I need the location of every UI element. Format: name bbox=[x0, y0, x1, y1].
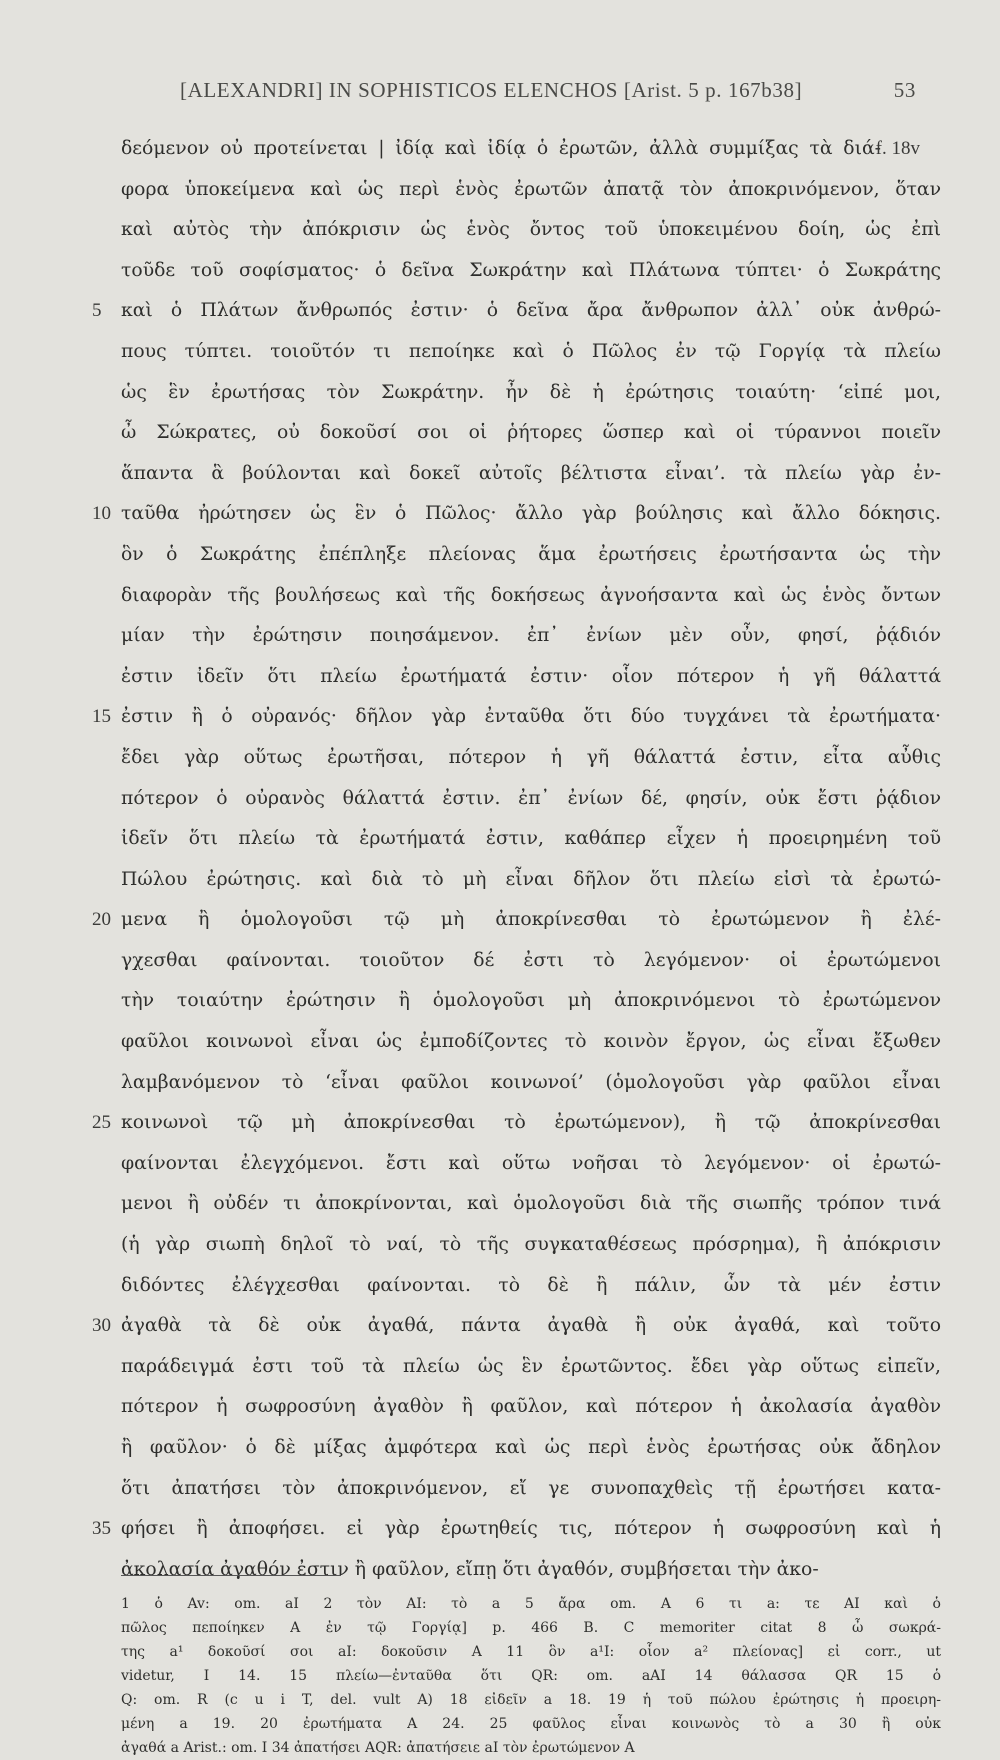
text-line bbox=[0, 1103, 1000, 1144]
text-line bbox=[0, 413, 1000, 454]
text-line bbox=[0, 291, 1000, 332]
line-text: μενα ἢ ὁμολογοῦσι τῷ μὴ ἀποκρίνεσθαι τὸ ἐρωτώμενον ἢ ἐλέ- bbox=[121, 909, 941, 931]
critical-apparatus bbox=[0, 1592, 1000, 1760]
text-line bbox=[0, 1469, 1000, 1510]
footnote-rule bbox=[121, 1575, 341, 1576]
footnote-line bbox=[0, 1664, 1000, 1688]
line-text: διδόντες ἐλέγχεσθαι φαίνονται. τὸ δὲ ἢ πάλιν, ὧν τὰ μέν ἐστιν bbox=[121, 1274, 941, 1296]
text-line bbox=[0, 1550, 1000, 1591]
page-header bbox=[180, 78, 916, 108]
line-number: 25 bbox=[92, 1112, 111, 1134]
text-line bbox=[0, 819, 1000, 860]
line-text: φαῦλοι κοινωνοὶ εἶναι ὡς ἐμποδίζοντες τὸ κοινὸν ἔργον, ὡς εἶναι ἔξωθεν bbox=[121, 1031, 941, 1053]
text-line bbox=[0, 779, 1000, 820]
line-text: καὶ ὁ Πλάτων ἄνθρωπός ἐστιν· ὁ δεῖνα ἄρα ἄνθρωπον ἀλλ᾽ οὐκ ἀνθρώ- bbox=[121, 300, 941, 322]
line-text: τοῦδε τοῦ σοφίσματος· ὁ δεῖνα Σωκράτην καὶ Πλάτωνα τύπτει· ὁ Σωκράτης bbox=[121, 259, 941, 281]
line-text: ἀκολασία ἀγαθόν ἐστιν ἢ φαῦλον, εἴπῃ ὅτι ἀγαθόν, συμβήσεται τὴν ἀκο- bbox=[121, 1558, 819, 1580]
text-line bbox=[0, 1022, 1000, 1063]
footnote-line bbox=[0, 1688, 1000, 1712]
footnote-line bbox=[0, 1712, 1000, 1736]
line-number: 15 bbox=[92, 706, 111, 728]
line-text: (ἡ γὰρ σιωπὴ δηλοῖ τὸ ναί, τὸ τῆς συγκαταθέσεως πρόσρημα), ἢ ἀπόκρισιν bbox=[121, 1234, 941, 1256]
line-number: 5 bbox=[92, 300, 102, 322]
text-line bbox=[0, 210, 1000, 251]
footnote-text: ἀγαθά a Arist.: om. I 34 ἀπατήσει AQR: ἀπατήσειε aI τὸν ἐρωτώμενον A bbox=[121, 1740, 635, 1756]
line-number: 35 bbox=[92, 1518, 111, 1540]
text-line bbox=[0, 1347, 1000, 1388]
text-line bbox=[0, 860, 1000, 901]
text-line bbox=[0, 657, 1000, 698]
line-text: γχεσθαι φαίνονται. τοιοῦτον δέ ἐστι τὸ λεγόμενον· οἱ ἐρωτώμενοι bbox=[121, 949, 941, 971]
footnote-line bbox=[0, 1592, 1000, 1616]
running-title: [ALEXANDRI] IN SOPHISTICOS ELENCHOS [Arist. 5 p. 167b38] bbox=[180, 78, 803, 102]
line-text: ἀγαθὰ τὰ δὲ οὐκ ἀγαθά, πάντα ἀγαθὰ ἢ οὐκ ἀγαθά, καὶ τοῦτο bbox=[121, 1315, 941, 1337]
line-text: ἐστιν ἢ ὁ οὐρανός· δῆλον γὰρ ἐνταῦθα ὅτι δύο τυγχάνει τὰ ἐρωτήματα· bbox=[121, 706, 941, 728]
text-line bbox=[0, 616, 1000, 657]
footnote-text: Q: om. R (c u i T, del. vult A) 18 εἰδεῖν a 18. 19 ἡ τοῦ πώλου ἐρώτησις ἡ προειρη- bbox=[121, 1692, 941, 1708]
line-text: πότερον ὁ οὐρανὸς θάλαττά ἐστιν. ἐπ᾽ ἐνίων δέ, φησίν, οὐκ ἔστι ῥᾴδιον bbox=[121, 787, 941, 809]
text-line bbox=[0, 332, 1000, 373]
text-line bbox=[0, 1306, 1000, 1347]
line-text: φήσει ἢ ἀποφήσει. εἰ γὰρ ἐρωτηθείς τις, πότερον ἡ σωφροσύνη καὶ ἡ bbox=[121, 1518, 941, 1540]
text-line bbox=[0, 1225, 1000, 1266]
text-line bbox=[0, 576, 1000, 617]
text-line bbox=[0, 1387, 1000, 1428]
line-text: ἢ φαῦλον· ὁ δὲ μίξας ἀμφότερα καὶ ὡς περὶ ἑνὸς ἐρωτήσας οὐκ ἄδηλον bbox=[121, 1437, 941, 1458]
line-text: ὦ Σώκρατες, οὐ δοκοῦσί σοι οἱ ῥήτορες ὥσπερ καὶ οἱ τύραννοι ποιεῖν bbox=[121, 422, 941, 444]
line-text: τὴν τοιαύτην ἐρώτησιν ἢ ὁμολογοῦσι μὴ ἀποκρινόμενοι τὸ ἐρωτώμενον bbox=[121, 990, 941, 1012]
text-line bbox=[0, 129, 1000, 170]
text-line bbox=[0, 535, 1000, 576]
footnote-text: της a¹ δοκοῦσί σοι aI: δοκοῦσιν A 11 ὃν a¹I: οἷον a² πλείονας] εἰ corr., ut bbox=[121, 1644, 941, 1660]
main-text bbox=[0, 129, 1000, 1590]
folio-margin-note: f. 18v bbox=[875, 138, 920, 159]
text-line bbox=[0, 170, 1000, 211]
line-text: φαίνονται ἐλεγχόμενοι. ἔστι καὶ οὕτω νοῆσαι τὸ λεγόμενον· οἱ ἐρωτώ- bbox=[121, 1152, 941, 1174]
line-text: κοινωνοὶ τῷ μὴ ἀποκρίνεσθαι τὸ ἐρωτώμενον), ἢ τῷ ἀποκρίνεσθαι bbox=[121, 1112, 941, 1134]
footnote-line bbox=[0, 1640, 1000, 1664]
line-text: ἔδει γὰρ οὕτως ἐρωτῆσαι, πότερον ἡ γῆ θάλαττά ἐστιν, εἶτα αὖθις bbox=[121, 746, 941, 768]
text-line bbox=[0, 900, 1000, 941]
text-line bbox=[0, 981, 1000, 1022]
text-line bbox=[0, 738, 1000, 779]
line-text: πότερον ἡ σωφροσύνη ἀγαθὸν ἢ φαῦλον, καὶ πότερον ἡ ἀκολασία ἀγαθὸν bbox=[121, 1396, 941, 1418]
line-text: ἅπαντα ἃ βούλονται καὶ δοκεῖ αὐτοῖς βέλτιστα εἶναι’. τὰ πλείω γὰρ ἐν- bbox=[121, 462, 941, 484]
line-text: δεόμενον οὐ προτείνεται | ἰδίᾳ καὶ ἰδίᾳ ὁ ἐρωτῶν, ἀλλὰ συμμίξας τὰ διά- bbox=[121, 138, 881, 159]
line-text: φορα ὑποκείμενα καὶ ὡς περὶ ἑνὸς ἐρωτῶν ἀπατᾷ τὸν ἀποκρινόμενον, ὅταν bbox=[121, 178, 941, 200]
text-line bbox=[0, 454, 1000, 495]
line-number: 10 bbox=[92, 503, 111, 525]
line-text: καὶ αὐτὸς τὴν ἀπόκρισιν ὡς ἑνὸς ὄντος τοῦ ὑποκειμένου δοίη, ὡς ἐπὶ bbox=[121, 219, 941, 241]
line-text: πους τύπτει. τοιοῦτόν τι πεποίηκε καὶ ὁ Πῶλος ἐν τῷ Γοργίᾳ τὰ πλείω bbox=[121, 340, 941, 362]
line-text: ἐστιν ἰδεῖν ὅτι πλείω ἐρωτήματά ἐστιν· οἷον πότερον ἡ γῆ θάλαττά bbox=[121, 665, 941, 687]
line-text: Πώλου ἐρώτησις. καὶ διὰ τὸ μὴ εἶναι δῆλον ὅτι πλείω εἰσὶ τὰ ἐρωτώ- bbox=[121, 868, 941, 890]
footnote-text: μένη a 19. 20 ἐρωτήματα A 24. 25 φαῦλος εἶναι κοινωνὸς τὸ a 30 ἢ οὐκ bbox=[121, 1716, 941, 1732]
text-line bbox=[0, 1063, 1000, 1104]
line-number: 20 bbox=[92, 909, 111, 931]
text-line bbox=[0, 697, 1000, 738]
text-line bbox=[0, 941, 1000, 982]
page-number: 53 bbox=[893, 78, 916, 102]
line-number: 30 bbox=[92, 1315, 111, 1337]
line-text: μίαν τὴν ἐρώτησιν ποιησάμενον. ἐπ᾽ ἐνίων μὲν οὖν, φησί, ῥᾴδιόν bbox=[121, 625, 941, 647]
line-text: λαμβανόμενον τὸ ‘εἶναι φαῦλοι κοινωνοί’ (ὁμολογοῦσι γὰρ φαῦλοι εἶναι bbox=[121, 1071, 941, 1093]
footnote-text: videtur, I 14. 15 πλείω—ἐνταῦθα ὅτι QR: om. aAI 14 θάλασσα QR 15 ὁ bbox=[121, 1668, 941, 1684]
line-text: ὃν ὁ Σωκράτης ἐπέπληξε πλείονας ἅμα ἐρωτήσεις ἐρωτήσαντα ὡς τὴν bbox=[121, 543, 941, 565]
text-line bbox=[0, 251, 1000, 292]
footnote-line bbox=[0, 1616, 1000, 1640]
text-line bbox=[0, 1428, 1000, 1469]
line-text: ἰδεῖν ὅτι πλείω τὰ ἐρωτήματά ἐστιν, καθάπερ εἶχεν ἡ προειρημένη τοῦ bbox=[121, 828, 941, 850]
line-text: μενοι ἢ οὐδέν τι ἀποκρίνονται, καὶ ὁμολογοῦσι διὰ τῆς σιωπῆς τρόπον τινά bbox=[121, 1193, 941, 1215]
line-text: ὡς ἓν ἐρωτήσας τὸν Σωκράτην. ἦν δὲ ἡ ἐρώτησις τοιαύτη· ‘εἰπέ μοι, bbox=[121, 381, 941, 403]
line-text: παράδειγμά ἐστι τοῦ τὰ πλείω ὡς ἓν ἐρωτῶντος. ἔδει γὰρ οὕτως εἰπεῖν, bbox=[121, 1355, 941, 1377]
line-text: ὅτι ἀπατήσει τὸν ἀποκρινόμενον, εἴ γε συνοπαχθεὶς τῇ ἐρωτήσει κατα- bbox=[121, 1477, 941, 1499]
text-line bbox=[0, 373, 1000, 414]
text-line bbox=[0, 1184, 1000, 1225]
text-line bbox=[0, 1509, 1000, 1550]
text-line bbox=[0, 1144, 1000, 1185]
footnote-text: πῶλος πεποίηκεν A ἐν τῷ Γοργίᾳ] p. 466 B. C memoriter citat 8 ὦ σωκρά- bbox=[121, 1620, 941, 1636]
line-text: ταῦθα ἠρώτησεν ὡς ἓν ὁ Πῶλος· ἄλλο γὰρ βούλησις καὶ ἄλλο δόκησις. bbox=[121, 503, 941, 525]
footnote-line bbox=[0, 1736, 1000, 1760]
footnote-text: 1 ὁ Av: om. aI 2 τὸν AI: τὸ a 5 ἄρα om. A 6 τι a: τε AI καὶ ὁ bbox=[121, 1596, 941, 1612]
line-text: διαφορὰν τῆς βουλήσεως καὶ τῆς δοκήσεως ἀγνοήσαντα καὶ ὡς ἑνὸς ὄντων bbox=[121, 584, 941, 606]
text-line bbox=[0, 494, 1000, 535]
text-line bbox=[0, 1266, 1000, 1307]
